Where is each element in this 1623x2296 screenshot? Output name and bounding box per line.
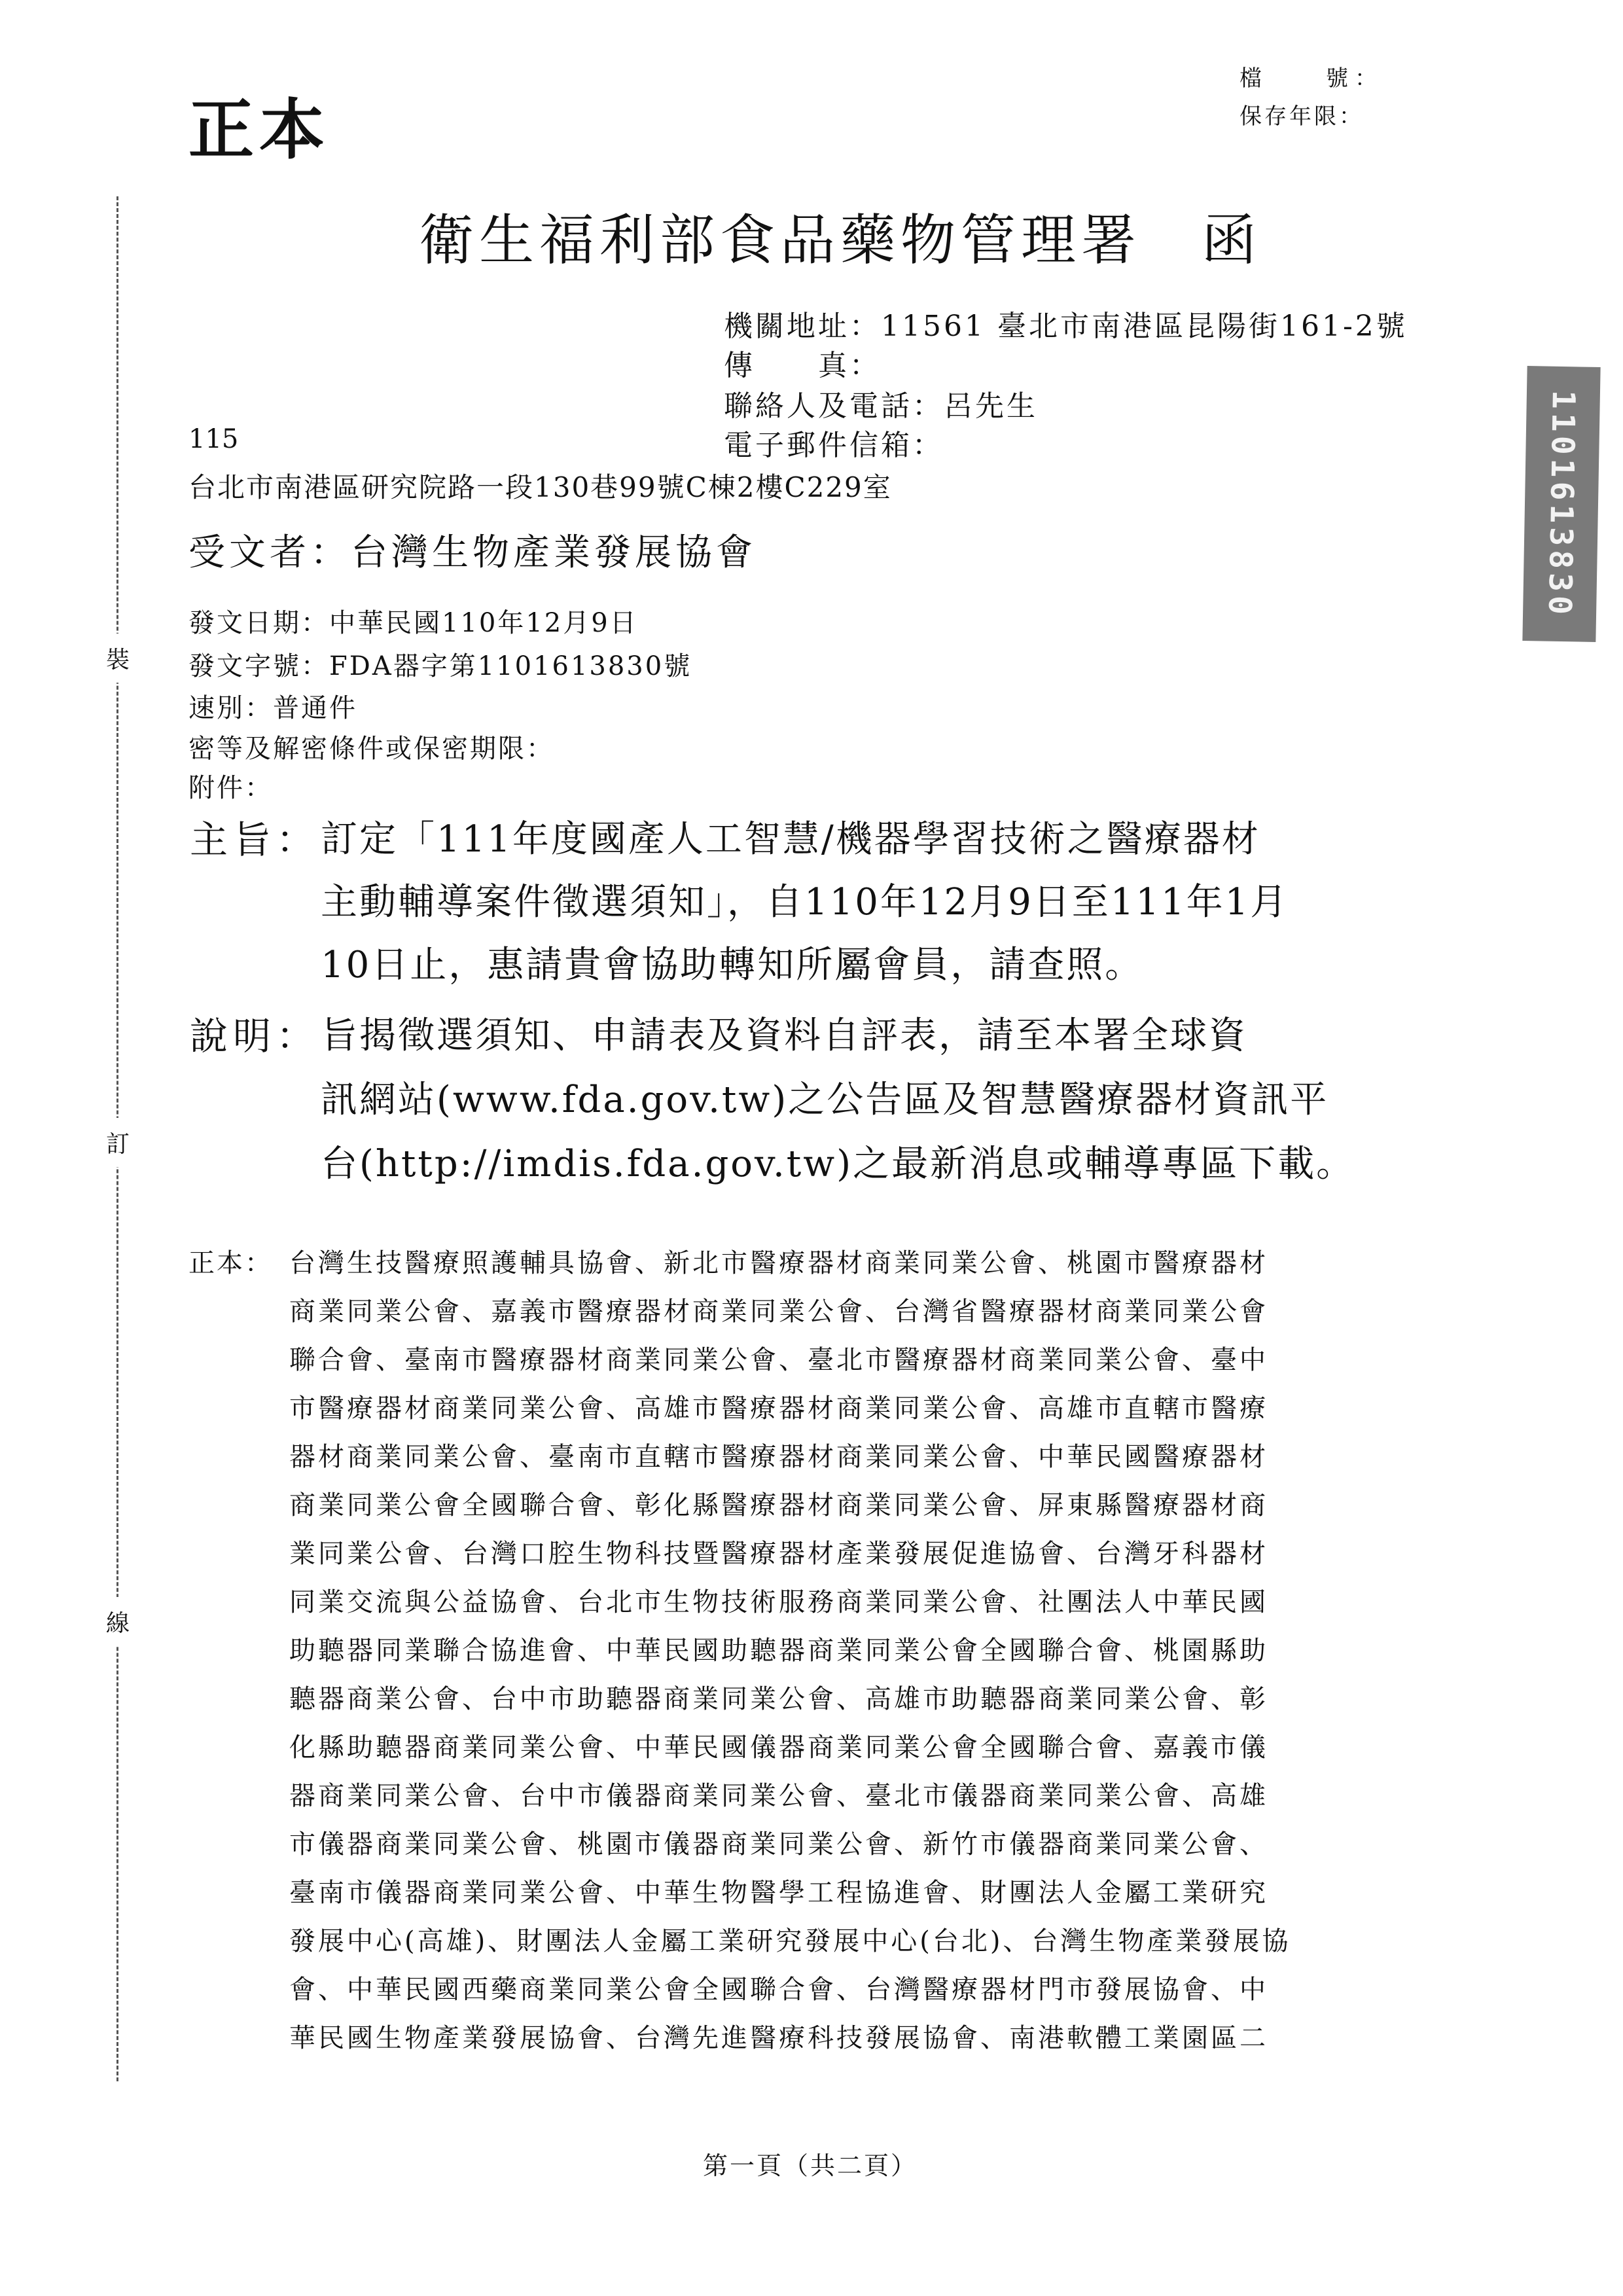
cc-line: 同業交流與公益協會、台北市生物技術服務商業同業公會、社團法人中華民國 xyxy=(289,1587,1268,1617)
subject-line: 訂定「111年度國產人工智慧/機器學習技術之醫療器材 xyxy=(321,818,1260,861)
cc-line: 聽器商業公會、台中市助聽器商業同業公會、高雄市助聽器商業同業公會、彰 xyxy=(289,1684,1268,1714)
fax-line: 傳 真： xyxy=(724,349,881,382)
explanation-line: 旨揭徵選須知、申請表及資料自評表，請至本署全球資 xyxy=(321,1014,1247,1057)
cc-line: 市醫療器材商業同業公會、高雄市醫療器材商業同業公會、高雄市直轄市醫療 xyxy=(289,1393,1268,1424)
cc-line: 華民國生物產業發展協會、台灣先進醫療科技發展協會、南港軟體工業園區二 xyxy=(289,2023,1268,2053)
agency-address: 機關地址：11561 臺北市南港區昆陽街161-2號 xyxy=(724,310,1408,343)
cc-line: 助聽器同業聯合協進會、中華民國助聽器商業同業公會全國聯合會、桃園縣助 xyxy=(289,1636,1268,1666)
binding-mark-ding: 訂 xyxy=(98,1118,137,1167)
postal-code: 115 xyxy=(188,424,239,454)
cc-line: 器商業同業公會、台中市儀器商業同業公會、臺北市儀器商業同業公會、高雄 xyxy=(289,1781,1268,1811)
explanation-label: 說明： xyxy=(190,1014,320,1058)
subject-line: 10日止，惠請貴會協助轉知所屬會員，請查照。 xyxy=(321,944,1144,986)
cc-line: 台灣生技醫療照護輔具協會、新北市醫療器材商業同業公會、桃園市醫療器材 xyxy=(289,1248,1268,1278)
document-number: 發文字號：FDA器字第1101613830號 xyxy=(188,651,692,681)
binding-mark-xian: 線 xyxy=(98,1597,137,1646)
attachment-line: 附件： xyxy=(188,773,273,803)
subject-label: 主旨： xyxy=(190,817,320,862)
cc-line: 發展中心(高雄)、財團法人金屬工業研究發展中心(台北)、台灣生物產業發展協 xyxy=(289,1926,1291,1956)
cc-line: 商業同業公會全國聯合會、彰化縣醫療器材商業同業公會、屏東縣醫療器材商 xyxy=(289,1490,1268,1520)
cc-label: 正本： xyxy=(188,1248,273,1278)
receipt-number-stamp: 1101613830 xyxy=(1522,366,1600,642)
issue-date: 發文日期：中華民國110年12月9日 xyxy=(188,608,638,638)
subject-line: 主動輔導案件徵選須知」，自110年12月9日至111年1月 xyxy=(321,881,1289,924)
document-title: 衛生福利部食品藥物管理署 函 xyxy=(419,208,1262,272)
explanation-line: 訊網站(www.fda.gov.tw)之公告區及智慧醫療器材資訊平 xyxy=(321,1079,1329,1121)
file-number-label: 檔 號： xyxy=(1240,65,1383,92)
secrecy-level: 密等及解密條件或保密期限： xyxy=(188,734,554,764)
email-line: 電子郵件信箱： xyxy=(724,429,944,462)
cc-line: 業同業公會、台灣口腔生物科技暨醫療器材產業發展促進協會、台灣牙科器材 xyxy=(289,1539,1268,1569)
cc-line: 商業同業公會、嘉義市醫療器材商業同業公會、台灣省醫療器材商業同業公會 xyxy=(289,1297,1268,1327)
page-number: 第一頁（共二頁） xyxy=(703,2151,918,2180)
cc-line: 化縣助聽器商業同業公會、中華民國儀器商業同業公會全國聯合會、嘉義市儀 xyxy=(289,1732,1268,1763)
mailing-address: 台北市南港區研究院路一段130巷99號C棟2樓C229室 xyxy=(188,471,892,503)
explanation-line: 台(http://imdis.fda.gov.tw)之最新消息或輔導專區下載。 xyxy=(321,1143,1355,1185)
binding-mark-zhuang: 裝 xyxy=(98,634,137,683)
recipient-line: 受文者：台灣生物產業發展協會 xyxy=(188,531,757,574)
cc-line: 市儀器商業同業公會、桃園市儀器商業同業公會、新竹市儀器商業同業公會、 xyxy=(289,1829,1268,1859)
cc-line: 會、中華民國西藥商業同業公會全國聯合會、台灣醫療器材門市發展協會、中 xyxy=(289,1975,1268,2005)
cc-line: 器材商業同業公會、臺南市直轄市醫療器材商業同業公會、中華民國醫療器材 xyxy=(289,1442,1268,1472)
cc-line: 聯合會、臺南市醫療器材商業同業公會、臺北市醫療器材商業同業公會、臺中 xyxy=(289,1345,1268,1375)
cc-line: 臺南市儀器商業同業公會、中華生物醫學工程協進會、財團法人金屬工業研究 xyxy=(289,1878,1268,1908)
original-copy-mark: 正本 xyxy=(188,91,330,168)
delivery-speed: 速別：普通件 xyxy=(188,693,357,723)
retention-period-label: 保存年限： xyxy=(1240,103,1364,130)
contact-person: 聯絡人及電話：呂先生 xyxy=(724,389,1038,423)
